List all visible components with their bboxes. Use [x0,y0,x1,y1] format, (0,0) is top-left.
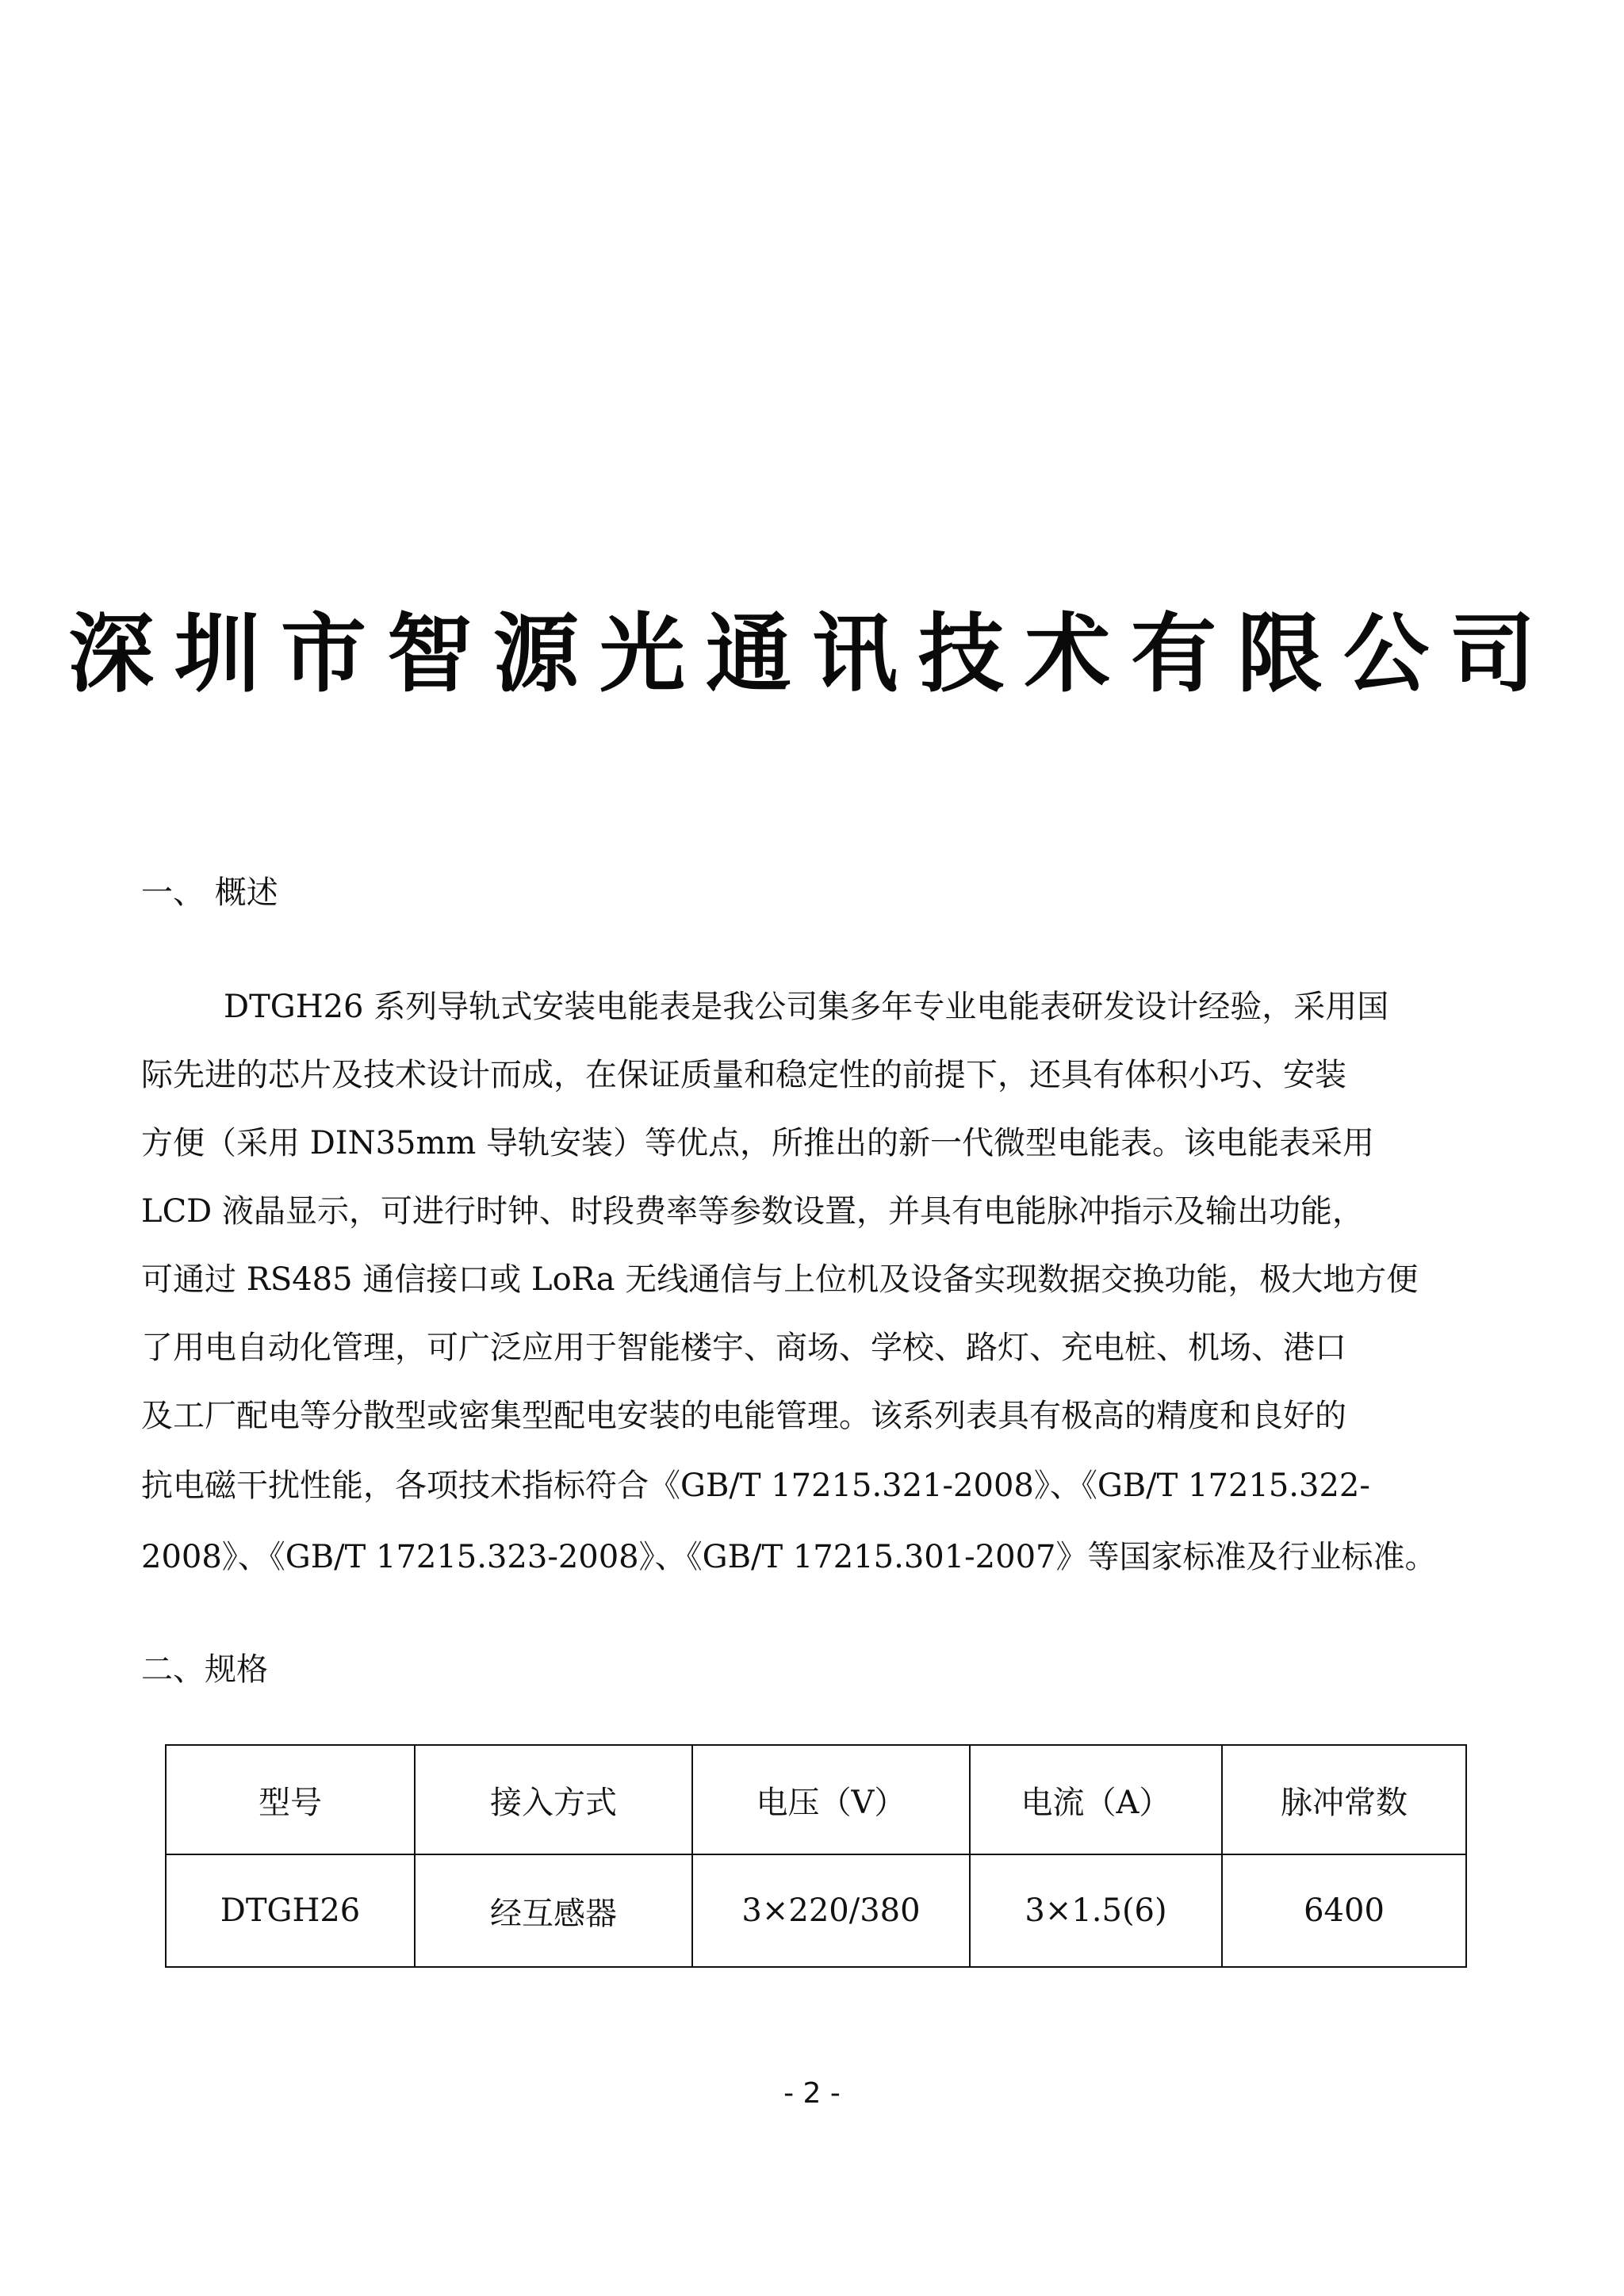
paragraph-line: LCD 液晶显示，可进行时钟、时段费率等参数设置，并具有电能脉冲指示及输出功能， [141,1193,1364,1230]
table-row [166,1854,1466,1967]
section-heading-specifications: 二、规格 [141,1651,268,1688]
page-number: - 2 - [783,2077,841,2110]
table-header-cell-pulse-constant: 脉冲常数 [1222,1745,1466,1854]
table-cell-connection: 经互感器 [415,1854,692,1967]
table-header-cell-current: 电流（A） [970,1745,1222,1854]
paragraph-line: 了用电自动化管理，可广泛应用于智能楼宇、商场、学校、路灯、充电桩、机场、港口 [141,1330,1346,1366]
paragraph-line: 际先进的芯片及技术设计而成，在保证质量和稳定性的前提下，还具有体积小巧、安装 [141,1057,1346,1093]
paragraph-line: 2008》、《GB/T 17215.323-2008》、《GB/T 17215.301-2007》等国家标准及行业标准。 [141,1539,1437,1575]
paragraph-line: 方便（采用 DIN35mm 导轨安装）等优点，所推出的新一代微型电能表。该电能表采用 [141,1125,1375,1161]
company-title: 深圳市智源光通讯技术有限公司 [67,604,1556,704]
paragraph-line: 可通过 RS485 通信接口或 LoRa 无线通信与上位机及设备实现数据交换功能，极大地方便 [141,1261,1419,1298]
table-header-cell-model: 型号 [166,1745,415,1854]
table-header-row [166,1745,1466,1854]
table-cell-voltage: 3×220/380 [692,1854,970,1967]
table-cell-pulse-constant: 6400 [1222,1854,1466,1967]
table-header-cell-connection: 接入方式 [415,1745,692,1854]
section-heading-overview: 一、 概述 [141,874,278,911]
paragraph-line: DTGH26 系列导轨式安装电能表是我公司集多年专业电能表研发设计经验，采用国 [224,989,1389,1025]
table-header-cell-voltage: 电压（V） [692,1745,970,1854]
table-cell-current: 3×1.5(6) [970,1854,1222,1967]
paragraph-line: 及工厂配电等分散型或密集型配电安装的电能管理。该系列表具有极高的精度和良好的 [141,1398,1346,1434]
table-cell-model: DTGH26 [166,1854,415,1967]
specifications-table [165,1744,1467,1968]
paragraph-line: 抗电磁干扰性能，各项技术指标符合《GB/T 17215.321-2008》、《GB/T 17215.322- [141,1468,1370,1504]
